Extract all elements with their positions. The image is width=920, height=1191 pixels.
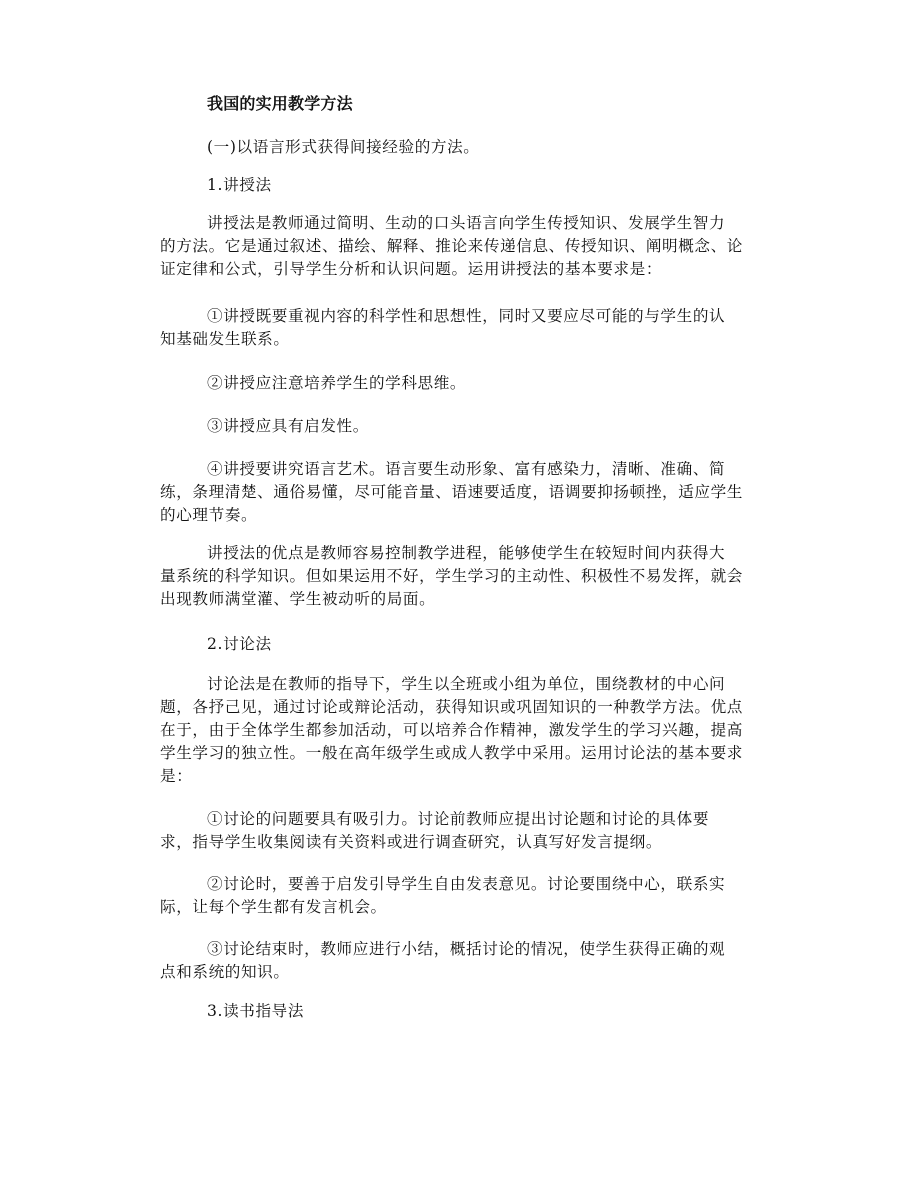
text-line: 学生学习的独立性。一般在高年级学生或成人教学中采用。运用讨论法的基本要求 — [160, 744, 743, 762]
text-line: 题，各抒己见，通过讨论或辩论活动，获得知识或巩固知识的一种教学方法。优点 — [160, 698, 743, 716]
text-line: 是： — [160, 767, 193, 785]
text-line: 知基础发生联系。 — [160, 330, 290, 348]
paragraph-lecture-req-3 — [160, 415, 760, 438]
text-line: 讨论法是在教师的指导下，学生以全班或小组为单位，围绕教材的中心问 — [207, 675, 726, 693]
subsection-heading-discussion — [160, 633, 760, 656]
paragraph-lecture-req-2 — [160, 372, 760, 395]
text-line: 练，条理清楚、通俗易懂，尽可能音量、语速要适度，语调要抑扬顿挫，适应学生 — [160, 483, 743, 501]
paragraph-discussion-req-3 — [160, 938, 760, 984]
text-line: 求，指导学生收集阅读有关资料或进行调查研究，认真写好发言提纲。 — [160, 833, 663, 851]
text-line: 2.讨论法 — [207, 635, 272, 653]
paragraph-discussion-req-1 — [160, 808, 760, 854]
subsection-heading-reading-guidance — [160, 1000, 760, 1023]
text-line: 的心理节奏。 — [160, 506, 258, 524]
text-line: ①讲授既要重视内容的科学性和思想性，同时又要应尽可能的与学生的认 — [207, 307, 726, 325]
text-line: 际，让每个学生都有发言机会。 — [160, 898, 387, 916]
text-line: ④讲授要讲究语言艺术。语言要生动形象、富有感染力，清晰、准确、简 — [207, 460, 726, 478]
text-line: 量系统的科学知识。但如果运用不好，学生学习的主动性、积极性不易发挥，就会 — [160, 567, 743, 585]
text-line: (一)以语言形式获得间接经验的方法。 — [207, 138, 480, 156]
text-line: ②讲授应注意培养学生的学科思维。 — [207, 374, 467, 392]
text-line: ①讨论的问题要具有吸引力。讨论前教师应提出讨论题和讨论的具体要 — [207, 810, 710, 828]
section-heading-1 — [160, 136, 760, 159]
text-line: 讲授法是教师通过简明、生动的口头语言向学生传授知识、发展学生智力 — [207, 214, 726, 232]
paragraph-lecture-advantages — [160, 542, 760, 611]
text-line: 证定律和公式，引导学生分析和认识问题。运用讲授法的基本要求是： — [160, 260, 663, 278]
text-line: 1.讲授法 — [207, 176, 272, 194]
subsection-heading-lecture — [160, 174, 760, 197]
text-line: 讲授法的优点是教师容易控制教学进程，能够使学生在较短时间内获得大 — [207, 544, 726, 562]
text-line: ③讨论结束时，教师应进行小结，概括讨论的情况，使学生获得正确的观 — [207, 940, 726, 958]
text-line: 点和系统的知识。 — [160, 963, 290, 981]
text-line: 在于，由于全体学生都参加活动，可以培养合作精神，激发学生的学习兴趣，提高 — [160, 721, 743, 739]
text-line: ②讨论时，要善于启发引导学生自由发表意见。讨论要围绕中心，联系实 — [207, 875, 726, 893]
paragraph-lecture-definition — [160, 212, 760, 281]
paragraph-discussion-definition — [160, 673, 760, 788]
text-line: 的方法。它是通过叙述、描绘、解释、推论来传递信息、传授知识、阐明概念、论 — [160, 237, 743, 255]
text-line: 出现教师满堂灌、学生被动听的局面。 — [160, 590, 436, 608]
paragraph-lecture-req-1 — [160, 305, 760, 351]
document-title: 我国的实用教学方法 — [207, 94, 353, 113]
text-line: 3.读书指导法 — [207, 1002, 305, 1020]
paragraph-lecture-req-4 — [160, 458, 760, 527]
text-line: ③讲授应具有启发性。 — [207, 417, 369, 435]
paragraph-discussion-req-2 — [160, 873, 760, 919]
